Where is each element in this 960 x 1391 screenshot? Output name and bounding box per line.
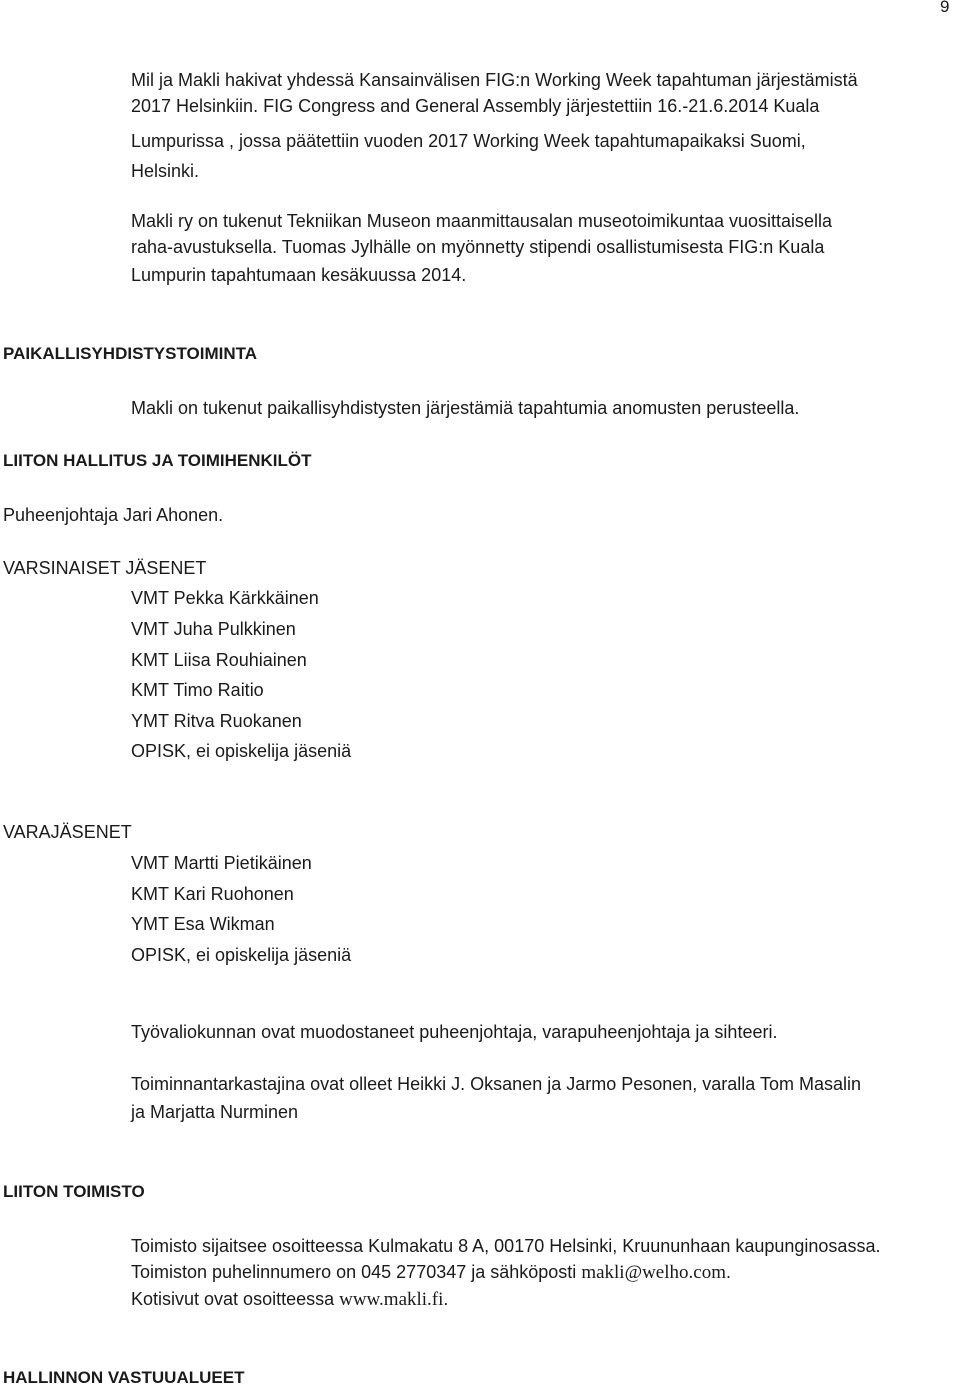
auditors-line-2: ja Marjatta Nurminen bbox=[131, 1102, 299, 1122]
intro-line-3: Lumpurissa , jossa päätettiin vuoden 2017 Working Week tapahtumapaikaksi Suomi, bbox=[131, 131, 806, 151]
regular-member-3: KMT Liisa Rouhiainen bbox=[131, 650, 307, 670]
office-phone-line bbox=[131, 1259, 731, 1286]
office-website-link[interactable]: www.makli.fi bbox=[339, 1289, 444, 1310]
support-line-3: Lumpurin tapahtumaan kesäkuussa 2014. bbox=[131, 265, 467, 285]
intro-line-4: Helsinki. bbox=[131, 161, 200, 181]
office-website-suffix: . bbox=[443, 1289, 449, 1309]
deputy-member-4: OPISK, ei opiskelija jäseniä bbox=[131, 945, 352, 965]
support-line-1: Makli ry on tukenut Tekniikan Museon maanmittausalan museotoimikuntaa vuosittaisella bbox=[131, 211, 833, 231]
page-number: 9 bbox=[940, 0, 950, 16]
board-chair: Puheenjohtaja Jari Ahonen. bbox=[3, 505, 224, 525]
local-activity-text: Makli on tukenut paikallisyhdistysten järjestämiä tapahtumia anomusten perusteella. bbox=[131, 398, 800, 418]
intro-line-1: Mil ja Makli hakivat yhdessä Kansainvälisen FIG:n Working Week tapahtuman järjestämistä bbox=[131, 70, 858, 90]
regular-member-1: VMT Pekka Kärkkäinen bbox=[131, 588, 319, 608]
board-heading: LIITON HALLITUS JA TOIMIHENKILÖT bbox=[3, 451, 312, 470]
deputy-member-2: KMT Kari Ruohonen bbox=[131, 884, 294, 904]
support-line-2: raha-avustuksella. Tuomas Jylhälle on myönnetty stipendi osallistumisesta FIG:n Kuala bbox=[131, 237, 825, 257]
deputy-members-heading: VARAJÄSENET bbox=[3, 822, 132, 842]
committee-text: Työvaliokunnan ovat muodostaneet puheenjohtaja, varapuheenjohtaja ja sihteeri. bbox=[131, 1022, 778, 1042]
deputy-member-3: YMT Esa Wikman bbox=[131, 914, 275, 934]
regular-member-5: YMT Ritva Ruokanen bbox=[131, 711, 302, 731]
regular-member-2: VMT Juha Pulkkinen bbox=[131, 619, 296, 639]
office-address: Toimisto sijaitsee osoitteessa Kulmakatu 8 A, 00170 Helsinki, Kruununhaan kaupunginosassa. bbox=[131, 1236, 881, 1256]
office-website-line bbox=[131, 1286, 448, 1313]
regular-member-4: KMT Timo Raitio bbox=[131, 680, 264, 700]
office-phone-text: Toimiston puhelinnumero on 045 2770347 ja sähköposti bbox=[131, 1262, 582, 1282]
regular-member-6: OPISK, ei opiskelija jäseniä bbox=[131, 741, 352, 761]
admin-heading: HALLINNON VASTUUALUEET bbox=[3, 1368, 245, 1387]
office-heading: LIITON TOIMISTO bbox=[3, 1182, 145, 1201]
office-phone-suffix: . bbox=[725, 1262, 731, 1282]
auditors-line-1: Toiminnantarkastajina ovat olleet Heikki J. Oksanen ja Jarmo Pesonen, varalla Tom Masalin bbox=[131, 1074, 862, 1094]
office-website-text: Kotisivut ovat osoitteessa bbox=[131, 1289, 340, 1309]
intro-line-2: 2017 Helsinkiin. FIG Congress and General Assembly järjestettiin 16.-21.6.2014 Kuala bbox=[131, 96, 820, 116]
deputy-member-1: VMT Martti Pietikäinen bbox=[131, 853, 312, 873]
local-activity-heading: PAIKALLISYHDISTYSTOIMINTA bbox=[3, 344, 258, 363]
office-email-link[interactable]: makli@welho.com bbox=[581, 1262, 726, 1283]
regular-members-heading: VARSINAISET JÄSENET bbox=[3, 558, 207, 578]
